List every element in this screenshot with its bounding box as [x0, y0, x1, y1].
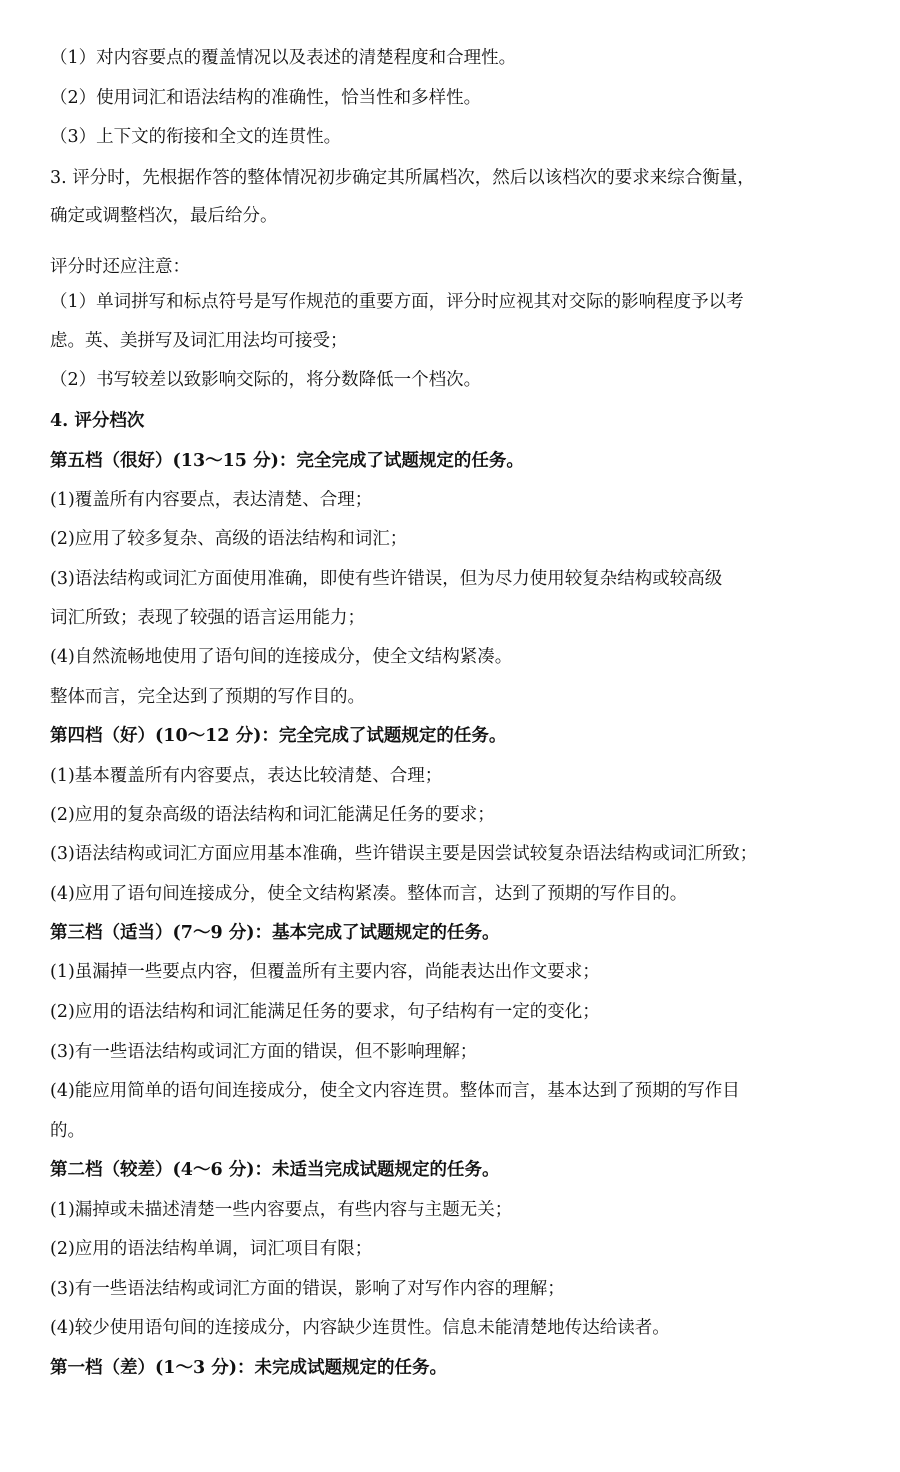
criteria-item-2: （2）使用词汇和语法结构的准确性，恰当性和多样性。	[50, 88, 482, 108]
criteria-item-3: （3）上下文的衔接和全文的连贯性。	[50, 127, 342, 147]
level-2-item-4: (4)较少使用语句间的连接成分，内容缺少连贯性。信息未能清楚地传达给读者。	[50, 1318, 670, 1338]
level-5-item-3-line-1: (3)语法结构或词汇方面使用准确，即使有些许错误，但为尽力使用较复杂结构或较高级	[50, 569, 723, 589]
level-3-item-3: (3)有一些语法结构或词汇方面的错误，但不影响理解；	[50, 1042, 478, 1062]
level-5-item-2: (2)应用了较多复杂、高级的语法结构和词汇；	[50, 529, 408, 549]
note-1-line-1: （1）单词拼写和标点符号是写作规范的重要方面，评分时应视其对交际的影响程度予以考	[50, 292, 744, 312]
criteria-item-1: （1）对内容要点的覆盖情况以及表述的清楚程度和合理性。	[50, 48, 517, 68]
level-3-item-1: (1)虽漏掉一些要点内容，但覆盖所有主要内容，尚能表达出作文要求；	[50, 962, 600, 982]
level-4-item-4: (4)应用了语句间连接成分，使全文结构紧凑。整体而言，达到了预期的写作目的。	[50, 884, 688, 904]
level-5-summary: 整体而言，完全达到了预期的写作目的。	[50, 687, 365, 707]
level-4-item-2: (2)应用的复杂高级的语法结构和词汇能满足任务的要求；	[50, 805, 495, 825]
level-3-item-4-line-1: (4)能应用简单的语句间连接成分，使全文内容连贯。整体而言，基本达到了预期的写作目	[50, 1081, 740, 1101]
scoring-step-3-line-1: 3. 评分时，先根据作答的整体情况初步确定其所属档次，然后以该档次的要求来综合衡量，	[50, 168, 755, 188]
grade-levels-heading: 4. 评分档次	[50, 411, 145, 431]
level-2-heading: 第二档（较差）(4～6 分)：未适当完成试题规定的任务。	[50, 1160, 500, 1180]
level-4-heading: 第四档（好）(10～12 分)：完全完成了试题规定的任务。	[50, 726, 507, 746]
level-2-item-2: (2)应用的语法结构单调，词汇项目有限；	[50, 1239, 373, 1259]
level-1-heading: 第一档（差）(1～3 分)：未完成试题规定的任务。	[50, 1358, 448, 1378]
level-2-item-1: (1)漏掉或未描述清楚一些内容要点，有些内容与主题无关；	[50, 1200, 513, 1220]
note-1-line-2: 虑。英、美拼写及词汇用法均可接受；	[50, 331, 348, 351]
note-2: （2）书写较差以致影响交际的，将分数降低一个档次。	[50, 370, 482, 390]
scoring-step-3-line-2: 确定或调整档次，最后给分。	[50, 206, 278, 226]
level-3-item-2: (2)应用的语法结构和词汇能满足任务的要求，句子结构有一定的变化；	[50, 1002, 600, 1022]
level-3-heading: 第三档（适当）(7～9 分)：基本完成了试题规定的任务。	[50, 923, 500, 943]
level-5-item-3-line-2: 词汇所致；表现了较强的语言运用能力；	[50, 608, 365, 628]
level-2-item-3: (3)有一些语法结构或词汇方面的错误，影响了对写作内容的理解；	[50, 1279, 565, 1299]
level-5-item-4: (4)自然流畅地使用了语句间的连接成分，使全文结构紧凑。	[50, 647, 513, 667]
level-5-item-1: (1)覆盖所有内容要点，表达清楚、合理；	[50, 490, 373, 510]
level-4-item-1: (1)基本覆盖所有内容要点，表达比较清楚、合理；	[50, 766, 443, 786]
level-5-heading: 第五档（很好）(13～15 分)：完全完成了试题规定的任务。	[50, 451, 524, 471]
notes-heading: 评分时还应注意：	[50, 257, 190, 277]
level-3-item-4-line-2: 的。	[50, 1121, 85, 1141]
level-4-item-3: (3)语法结构或词汇方面应用基本准确，些许错误主要是因尝试较复杂语法结构或词汇所致；	[50, 844, 758, 864]
